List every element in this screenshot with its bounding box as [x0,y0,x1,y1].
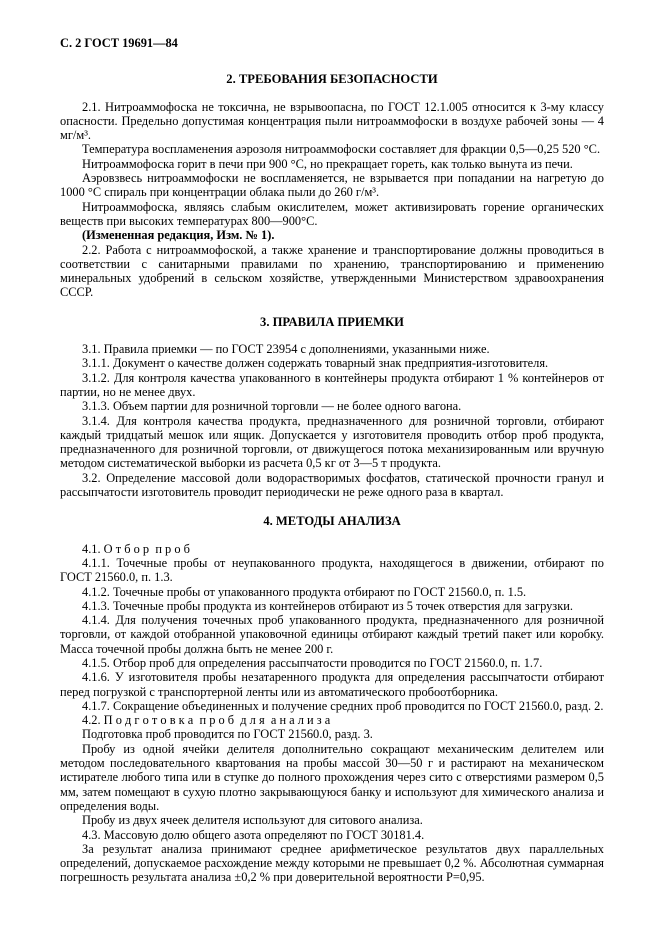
paragraph: 3.1.4. Для контроля качества продукта, предназначенного для розничной торговли, отбирают каждый тридцатый мешок или ящик. Допускается у изготовителя проводить отбор проб продукта, предназначенного для розничной торговли, от движущегося потока механизированным или вручную методом систематической выборки из расчета 0,5 кг от 3—5 т продукта. [60,413,604,471]
amendment-note: (Измененная редакция, Изм. № 1). [82,228,275,243]
paragraph: 3.2. Определение массовой доли водорастворимых фосфатов, статической прочности гранул и рассыпчатости изготовитель проводит периодически не реже одного раза в квартал. [60,470,604,500]
section-safety-requirements [60,72,604,299]
paragraph: 3.1.2. Для контроля качества упакованного в контейнеры продукта отбирают 1 % контейнеров от партии, но не менее двух. [60,370,604,399]
paragraph: 4.1.4. Для получения точечных проб упакованного продукта, предназначенного для розничной торговли, от каждой отобранной упаковочной единицы отбирают каждый третий пакет или коробку. Масса точечной пробы должна быть не менее 200 г. [60,613,604,656]
paragraph: 3.1.3. Объем партии для розничной торговли — не более одного вагона. [82,399,462,414]
paragraph: 4.1.2. Точечные пробы от упакованного продукта отбирают по ГОСТ 21560.0, п. 1.5. [82,584,527,599]
paragraph: Нитроаммофоска горит в печи при 900 °С, но прекращает гореть, как только вынута из печи. [82,156,573,171]
page-header: С. 2 ГОСТ 19691—84 [60,36,178,50]
paragraph: 2.2. Работа с нитроаммофоской, а также хранение и транспортирование должны проводиться в соответствии с санитарными правилами по хранению, транспортированию и применению минеральных удобрений в сельском хозяйстве, утвержденными Министерством здравоохранения СССР. [60,242,604,300]
subsection-heading: 4.2. П о д г о т о в к а п р о б д л я а н а л и з а [82,713,331,728]
paragraph: Аэровзвесь нитроаммофоски не воспламеняется, не взрывается при попадании на нагретую до 1000 °С спираль при концентрации облака пыли до 260 г/м³. [60,171,604,200]
section-analysis-methods [60,514,604,884]
section-title: 2. ТРЕБОВАНИЯ БЕЗОПАСНОСТИ [226,72,438,87]
paragraph: 4.3. Массовую долю общего азота определяют по ГОСТ 30181.4. [82,827,425,842]
section-title: 3. ПРАВИЛА ПРИЕМКИ [260,314,404,329]
section-title: 4. МЕТОДЫ АНАЛИЗА [263,514,401,529]
paragraph: 4.1.6. У изготовителя пробы незатаренного продукта для определения рассыпчатости отбирают перед погрузкой с транспортерной ленты или из автоматического пробоотборника. [60,670,604,699]
paragraph: Пробу из двух ячеек делителя используют для ситового анализа. [82,813,423,828]
paragraph: 4.1.1. Точечные пробы от неупакованного продукта, находящегося в движении, отбирают по ГОСТ 21560.0, п. 1.3. [60,555,604,585]
paragraph: За результат анализа принимают среднее арифметическое результатов двух параллельных определений, допускаемое расхождение между которыми не превышает 0,2 %. Абсолютная суммарная погрешность результата анализа ±0,2 % при доверительной вероятности Р=0,95. [60,841,604,885]
paragraph: Подготовка проб проводится по ГОСТ 21560.0, разд. 3. [82,727,373,742]
paragraph: 4.1.5. Отбор проб для определения рассыпчатости проводится по ГОСТ 21560.0, п. 1.7. [82,655,543,670]
paragraph: 3.1. Правила приемки — по ГОСТ 23954 с дополнениями, указанными ниже. [82,342,490,357]
paragraph: Нитроаммофоска, являясь слабым окислителем, может активизировать горение органических веществ при высоких температурах 800—900°С. [60,199,604,228]
paragraph: Пробу из одной ячейки делителя дополнительно сокращают механическим делителем или методом последовательного квартования на пробы массой 30—50 г и растирают на механическом истирателе любого типа или в ступке до полного прохождения через сито с отверстиями размером 0,5 мм, затем помещают в сухую плотно закрывающуюся банку и используют для химического анализа и определения воды. [60,741,604,813]
paragraph: 3.1.1. Документ о качестве должен содержать товарный знак предприятия-изготовителя. [82,356,549,371]
paragraph: 2.1. Нитроаммофоска не токсична, не взрывоопасна, по ГОСТ 12.1.005 относится к 3-му классу опасности. Предельно допустимая концентрация пыли нитроаммофоски в воздухе рабочей зоны — 4 мг/м³. [60,99,604,143]
subsection-heading: 4.1. О т б о р п р о б [82,541,190,556]
section-acceptance-rules [60,315,604,500]
paragraph: 4.1.3. Точечные пробы продукта из контейнеров отбирают из 5 точек отверстия для загрузки. [82,598,573,613]
paragraph: Температура воспламенения аэрозоля нитроаммофоски составляет для фракции 0,5—0,25 520 °С. [82,142,601,157]
paragraph: 4.1.7. Сокращение объединенных и получение средних проб проводится по ГОСТ 21560.0, разд. 2. [82,698,604,713]
